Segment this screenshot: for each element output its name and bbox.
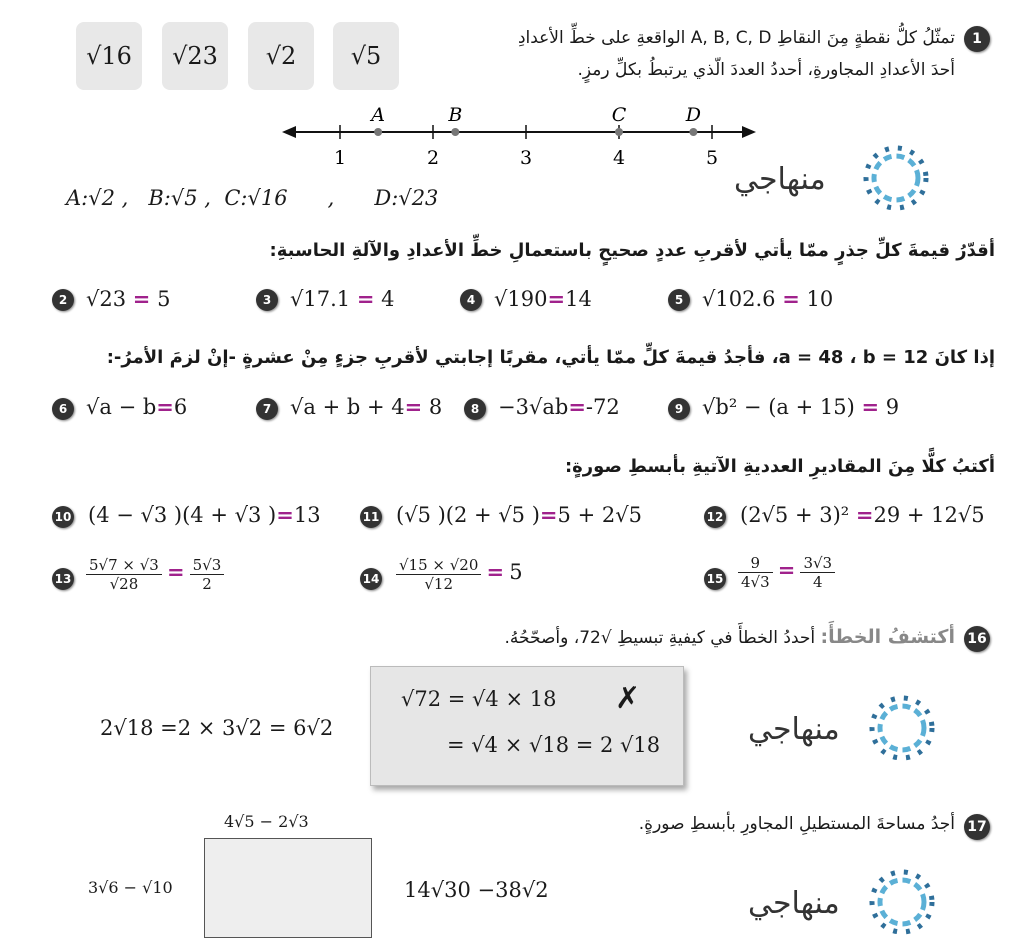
work-line-2: = √4 × √18 = 2 √18 [447, 733, 661, 757]
q6-expr: √a − b=6 [86, 394, 188, 419]
q13-fraction: $\frac{5√7 \times √3}{√28}$ [86, 556, 162, 593]
q1-answer [66, 186, 438, 210]
q15-fraction: $\frac{9}{4√3}$ [738, 554, 773, 591]
q5-expr: √102.6 = 10 [702, 286, 834, 311]
question-number-5: 5 [668, 289, 690, 311]
question-number-16: 16 [964, 626, 990, 652]
q8-expr: −3√ab=-72 [498, 394, 620, 419]
q1-answer-d: D:√23 [374, 186, 439, 210]
q7-expr: √a + b + 4= 8 [290, 394, 443, 419]
point-a [374, 128, 382, 136]
question-number-14: 14 [360, 568, 382, 590]
q2-expr: √23 = 5 [86, 286, 171, 311]
q1-answer-a: A:√2 , [66, 186, 129, 210]
tick-label: 2 [426, 147, 440, 169]
point-c [615, 128, 623, 136]
q12-expr: (2√5 + 3)² =29 + 12√5 [740, 502, 985, 527]
logo-manhaji-2 [740, 690, 940, 770]
q11-expr: (√5 )(2 + √5 )=5 + 2√5 [396, 502, 642, 527]
rectangle-side-label: 3√6 − √10 [88, 878, 173, 897]
question-number-9: 9 [668, 398, 690, 420]
number-line [280, 100, 760, 180]
question-number-6: 6 [52, 398, 74, 420]
point-label: D [685, 104, 702, 126]
q17-text: أجدُ مساحةَ المستطيلِ المجاورِ بأبسطِ صورةٍ. [638, 814, 955, 834]
point-label: B [448, 104, 463, 126]
q10-expr: (4 − √3 )(4 + √3 )=13 [88, 502, 321, 527]
question-number-12: 12 [704, 506, 726, 528]
question-number-13: 13 [52, 568, 74, 590]
logo-manhaji-1 [734, 140, 934, 220]
q13-expr: $\frac{5√7 \times √3}{√28}$ = $\frac{5√3}{2}$ [86, 556, 224, 593]
logo-text: منهاجي [748, 886, 840, 921]
question-number-4: 4 [460, 289, 482, 311]
tile-option-2: √23 [162, 22, 228, 90]
tick-label: 1 [333, 147, 347, 169]
q1-answer-sep: , [327, 186, 335, 210]
q1-text-line2: أحدَ الأعدادِ المجاورةِ، أحددُ العددَ الّذي يرتبطُ بكلِّ رمزٍ. [577, 60, 955, 80]
q16-text [395, 626, 955, 648]
arrow-left-icon [282, 126, 296, 138]
simplify-heading: أكتبُ كلًّا مِنَ المقاديرِ العدديةِ الآتيةِ بأبسطِ صورةٍ: [564, 456, 995, 477]
rectangle-figure [204, 838, 372, 938]
q17-answer: 14√30 −38√2 [404, 878, 549, 902]
point-b [451, 128, 459, 136]
wrong-mark-icon: ✗ [615, 681, 641, 716]
q9-expr: √b² − (a + 15) = 9 [702, 394, 900, 419]
q16-answer: 2√18 =2 × 3√2 = 6√2 [100, 716, 334, 740]
question-number-1: 1 [964, 26, 990, 52]
question-number-8: 8 [464, 398, 486, 420]
q15-expr: $\frac{9}{4√3}$ = $\frac{3√3}{4}$ [738, 554, 835, 591]
q14-fraction: $\frac{√15 \times √20}{√12}$ [396, 556, 481, 593]
question-number-10: 10 [52, 506, 74, 528]
tile-option-3: √2 [248, 22, 314, 90]
question-number-7: 7 [256, 398, 278, 420]
point-d [689, 128, 697, 136]
rectangle-top-label: 4√5 − 2√3 [224, 812, 309, 831]
logo-emblem-icon [864, 864, 940, 940]
q13-answer-fraction: $\frac{5√3}{2}$ [190, 556, 225, 593]
question-number-3: 3 [256, 289, 278, 311]
tick-label: 4 [612, 147, 626, 169]
q1-answer-b: B:√5 , [148, 186, 211, 210]
logo-manhaji-3 [740, 864, 940, 944]
point-label: A [371, 104, 385, 126]
values-heading: إذا كانَ a = 48 ، b = 12، فأجدُ قيمةَ كلٍّ ممّا يأتي، مقربًا إجابتي لأقربِ جزءٍ مِنْ عشرةٍ -إنْ لزمَ الأمرُ-: [106, 347, 995, 368]
question-number-2: 2 [52, 289, 74, 311]
question-number-17: 17 [964, 814, 990, 840]
student-work-card [370, 666, 684, 786]
logo-emblem-icon [864, 690, 940, 766]
estimate-heading: أقدّرُ قيمةَ كلِّ جذرٍ ممّا يأتي لأقربِ عددٍ صحيحٍ باستعمالِ خطِّ الأعدادِ والآلةِ الحاسبةِ: [269, 240, 995, 261]
question-number-15: 15 [704, 568, 726, 590]
tick-label: 3 [519, 147, 533, 169]
q3-expr: √17.1 = 4 [290, 286, 395, 311]
tile-option-1: √16 [76, 22, 142, 90]
q14-expr: $\frac{√15 \times √20}{√12}$ = 5 [396, 556, 523, 593]
logo-text: منهاجي [734, 162, 826, 197]
q16-instruction: أحددُ الخطأَ في كيفيةِ تبسيطِ √72، وأصحّحُهُ. [504, 628, 816, 648]
q16-label: أكتشفُ الخطأَ: [820, 626, 955, 648]
tick-label: 5 [705, 147, 719, 169]
work-line-1: √72 = √4 × 18 [401, 687, 557, 711]
q4-expr: √190=14 [494, 286, 592, 311]
question-number-11: 11 [360, 506, 382, 528]
point-label: C [611, 104, 627, 126]
arrow-right-icon [742, 126, 756, 138]
q15-answer-fraction: $\frac{3√3}{4}$ [800, 554, 835, 591]
logo-emblem-icon [858, 140, 934, 216]
q1-answer-c: C:√16 [224, 186, 288, 210]
number-line-group [282, 104, 756, 169]
logo-text: منهاجي [748, 712, 840, 747]
q1-text-line1: تمثّلُ كلُّ نقطةٍ مِنَ النقاطِ A, B, C, D الواقعةِ على خطِّ الأعدادِ [517, 28, 955, 48]
tile-option-4: √5 [333, 22, 399, 90]
